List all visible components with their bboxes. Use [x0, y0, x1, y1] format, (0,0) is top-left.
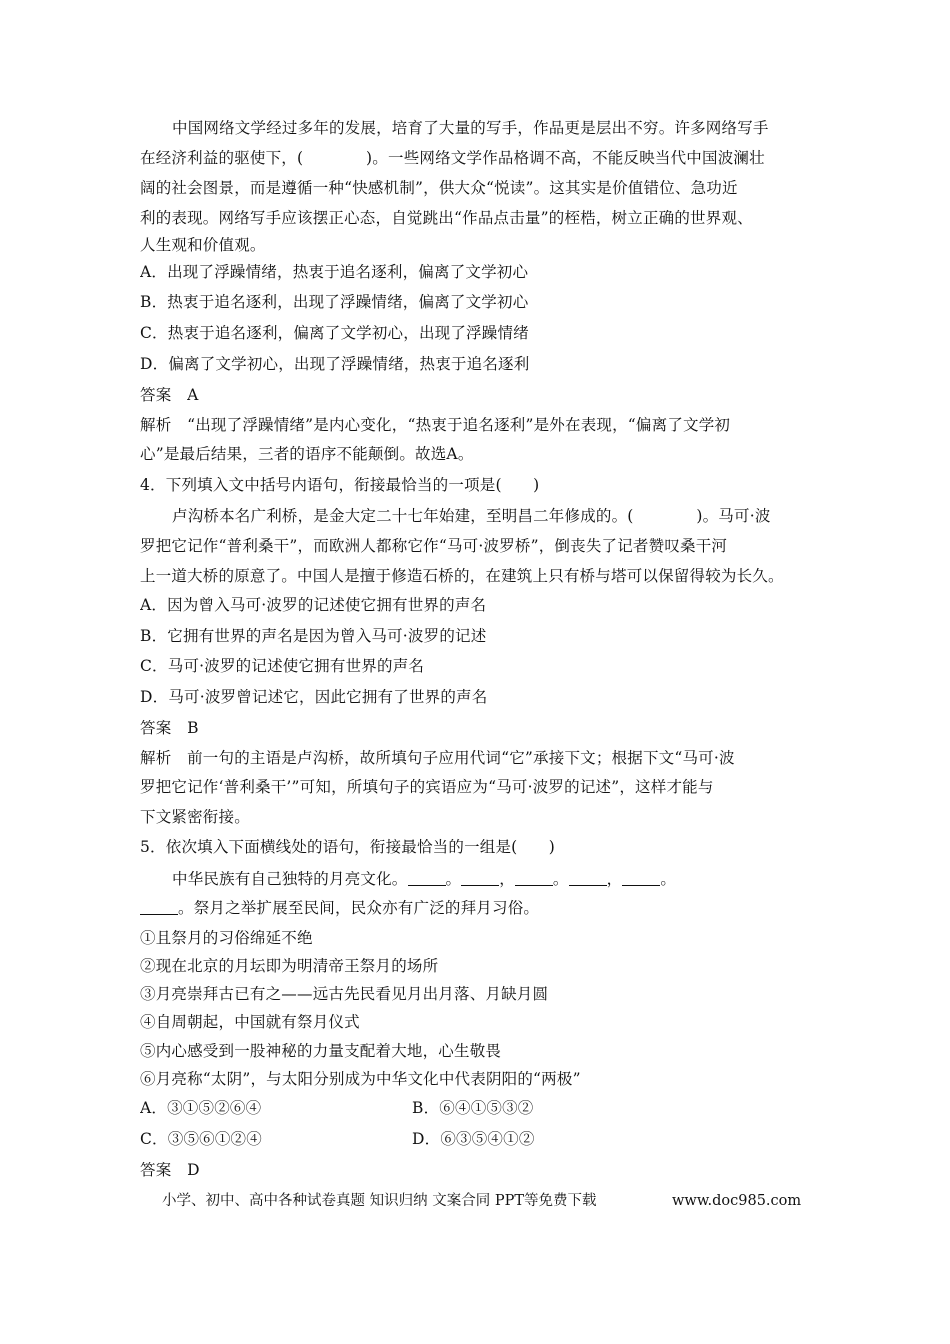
option-a: A．③①⑤②⑥④	[140, 1099, 262, 1117]
footer-text: 小学、初中、高中各种试卷真题 知识归纳 文案合同 PPT等免费下载	[162, 1193, 597, 1209]
option-c: C．热衷于追名逐利，偏离了文学初心，出现了浮躁情绪	[140, 324, 529, 342]
passage-line: 利的表现。网络写手应该摆正心态，自觉跳出“作品点击量”的桎梏，树立正确的世界观、	[140, 209, 753, 227]
question-4: 4．下列填入文中括号内语句，衔接最恰当的一项是( )	[140, 476, 540, 494]
punctuation: 。	[445, 870, 462, 888]
passage-line	[140, 898, 820, 918]
option-b: B．它拥有世界的声名是因为曾入马可·波罗的记述	[140, 627, 487, 645]
passage-line: 在经济利益的驱使下，( )。一些网络文学作品格调不高，不能反映当代中国波澜壮	[140, 149, 765, 167]
punctuation: 。	[660, 870, 677, 888]
fill-blank	[515, 871, 553, 886]
fill-blank	[408, 871, 446, 886]
option-row	[140, 1129, 820, 1149]
list-item: ④自周朝起，中国就有祭月仪式	[140, 1013, 360, 1031]
punctuation: 。	[552, 870, 569, 888]
passage-line	[172, 869, 820, 889]
list-item: ③月亮崇拜古已有之——远古先民看见月出月落、月缺月圆	[140, 985, 549, 1003]
option-d: D．马可·波罗曾记述它，因此它拥有了世界的声名	[140, 688, 488, 706]
fill-blank	[461, 871, 499, 886]
analysis-line: 下文紧密衔接。	[140, 808, 250, 826]
option-c: C．③⑤⑥①②④	[140, 1130, 262, 1148]
option-row	[140, 1098, 820, 1118]
fill-blank	[140, 900, 178, 915]
option-b: B．热衷于追名逐利，出现了浮躁情绪，偏离了文学初心	[140, 293, 529, 311]
list-item: ①且祭月的习俗绵延不绝	[140, 929, 313, 947]
fill-blank	[569, 871, 607, 886]
answer: 答案 A	[140, 386, 199, 404]
passage-line: 卢沟桥本名广利桥，是金大定二十七年始建，至明昌二年修成的。( )。马可·波	[172, 507, 771, 525]
analysis-line: 解析 前一句的主语是卢沟桥，故所填句子应用代词“它”承接下文；根据下文“马可·波	[140, 749, 735, 767]
footer-url[interactable]: www.doc985.com	[672, 1193, 802, 1209]
option-a: A．出现了浮躁情绪，热衷于追名逐利，偏离了文学初心	[140, 263, 529, 281]
punctuation: ，	[606, 870, 623, 888]
analysis-line: 罗把它记作‘普利桑干’”可知，所填句子的宾语应为“马可·波罗的记述”，这样才能与	[140, 778, 714, 796]
list-item: ②现在北京的月坛即为明清帝王祭月的场所	[140, 957, 439, 975]
list-item: ⑥月亮称“太阴”，与太阳分别成为中华文化中代表阴阳的“两极”	[140, 1070, 581, 1088]
option-d: D．⑥③⑤④①②	[412, 1130, 535, 1148]
passage-line: 上一道大桥的原意了。中国人是擅于修造石桥的，在建筑上只有桥与塔可以保留得较为长久。	[140, 567, 784, 585]
answer: 答案 D	[140, 1161, 200, 1179]
option-a: A．因为曾入马可·波罗的记述使它拥有世界的声名	[140, 596, 487, 614]
analysis-line: 解析 “出现了浮躁情绪”是内心变化，“热衷于追名逐利”是外在表现，“偏离了文学初	[140, 416, 731, 434]
list-item: ⑤内心感受到一股神秘的力量支配着大地，心生敬畏	[140, 1042, 502, 1060]
analysis-line: 心”是最后结果，三者的语序不能颠倒。故选A。	[140, 445, 474, 463]
fill-blank	[622, 871, 660, 886]
answer: 答案 B	[140, 719, 199, 737]
option-d: D．偏离了文学初心，出现了浮躁情绪，热衷于追名逐利	[140, 355, 530, 373]
passage-text: 。祭月之举扩展至民间，民众亦有广泛的拜月习俗。	[178, 899, 540, 917]
passage-line: 人生观和价值观。	[140, 236, 266, 254]
option-c: C．马可·波罗的记述使它拥有世界的声名	[140, 657, 425, 675]
punctuation: ，	[499, 870, 515, 888]
passage-line: 罗把它记作“普利桑干”，而欧洲人都称它作“马可·波罗桥”，倒丧失了记者赞叹桑干河	[140, 537, 728, 555]
page-footer	[162, 1192, 802, 1210]
passage-line: 阔的社会图景，而是遵循一种“快感机制”，供大众“悦读”。这其实是价值错位、急功近	[140, 179, 738, 197]
option-b: B．⑥④①⑤③②	[412, 1099, 534, 1117]
passage-text: 中华民族有自己独特的月亮文化。	[172, 870, 408, 888]
question-5: 5．依次填入下面横线处的语句，衔接最恰当的一组是( )	[140, 838, 556, 856]
passage-line: 中国网络文学经过多年的发展，培育了大量的写手，作品更是层出不穷。许多网络写手	[172, 119, 769, 137]
